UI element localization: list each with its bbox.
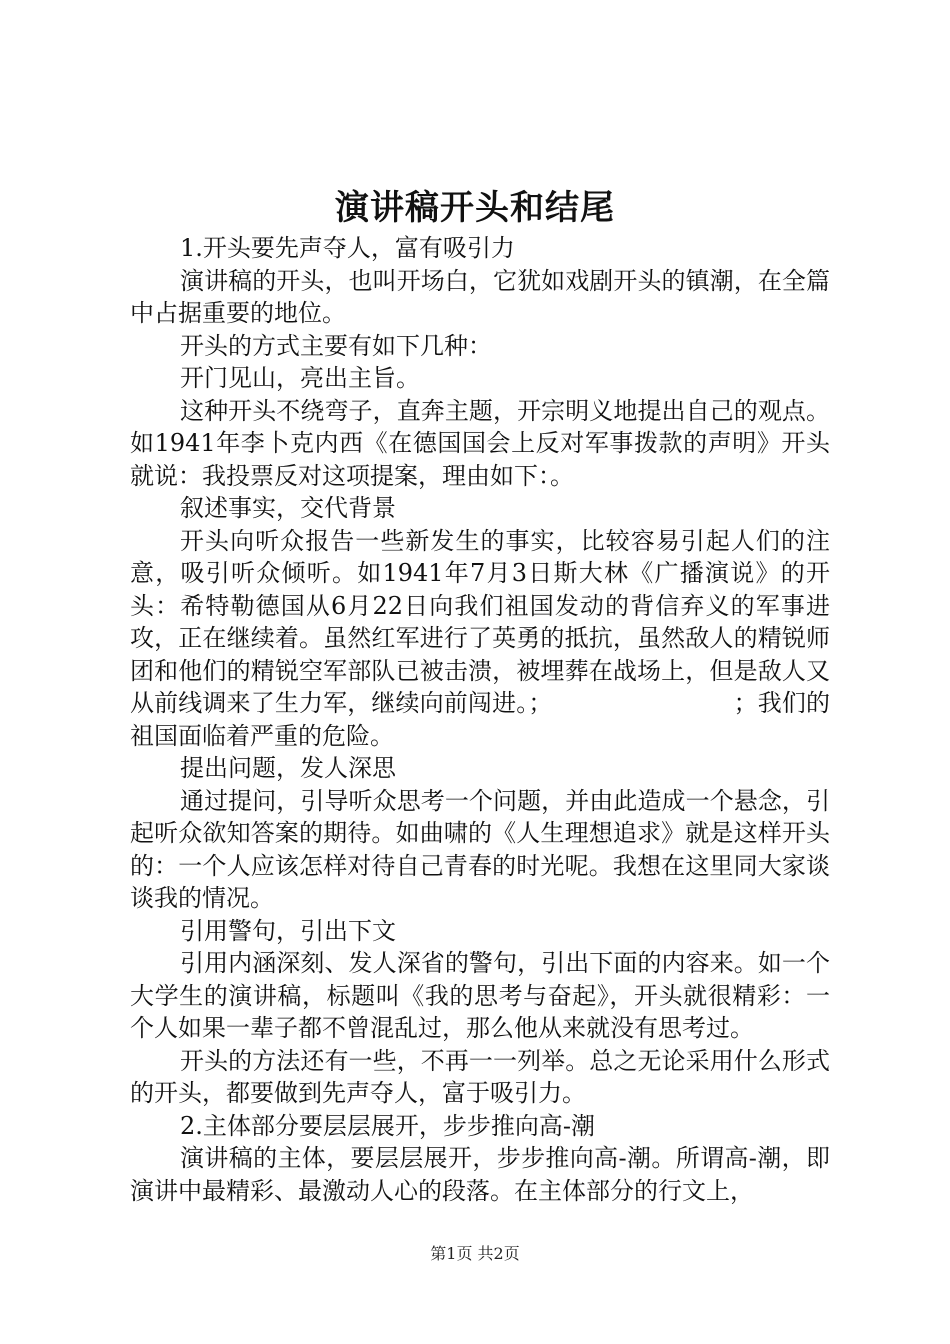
section-heading-body: 2.主体部分要层层展开，步步推向高-潮 [180,1111,596,1140]
paragraph: 通过提问，引导听众思考一个问题，并由此造成一个悬念，引起听众欲知答案的期待。如曲啸的《人生理想追求》就是这样开头的：一个人应该怎样对待自己青春的时光呢。我想在这里同大家谈谈我的情况。 [130,786,830,912]
paragraph: 开头的方法还有一些，不再一一列举。总之无论采用什么形式的开头，都要做到先声夺人，富于吸引力。 [130,1046,830,1107]
method-heading: 叙述事实，交代背景 [180,494,396,522]
paragraph: 这种开头不绕弯子，直奔主题，开宗明义地提出自己的观点。如1941年李卜克内西《在德国国会上反对军事拨款的声明》开头就说：我投票反对这项提案，理由如下：。 [130,396,830,490]
page-number-footer: 第1页 共2页 [430,1244,520,1263]
method-heading: 引用警句，引出下文 [180,916,396,945]
paragraph: 引用内涵深刻、发人深省的警句，引出下面的内容来。如一个大学生的演讲稿，标题叫《我的思考与奋起》，开头就很精彩：一个人如果一辈子都不曾混乱过，那么他从来就没有思考过。 [130,949,830,1042]
document-body [130,232,830,1207]
method-heading: 开门见山，亮出主旨。 [180,364,420,392]
method-heading: 提出问题，发人深思 [180,754,396,782]
paragraph: 演讲稿的主体，要层层展开，步步推向高-潮。所谓高-潮，即演讲中最精彩、最激动人心的段落。在主体部分的行文上， [130,1144,830,1205]
paragraph: 开头的方式主要有如下几种： [180,331,492,360]
section-heading-opening: 1.开头要先声夺人，富有吸引力 [180,234,515,262]
paragraph: 演讲稿的开头，也叫开场白，它犹如戏剧开头的镇潮，在全篇中占据重要的地位。 [130,266,830,327]
page-title: 演讲稿开头和结尾 [335,188,615,228]
paragraph: 开头向听众报告一些新发生的事实，比较容易引起人们的注意，吸引听众倾听。如1941年7月3日斯大林《广播演说》的开头：希特勒德国从6月22日向我们祖国发动的背信弃义的军事进攻，正在继续着。虽然红军进行了英勇的抵抗，虽然敌人的精锐师团和他们的精锐空军部队已被击溃，被埋葬在战场上，但是敌人又从前线调来了生力军，继续向前闯进。； ；我们的祖国面临着严重的危险。 [130,526,830,750]
